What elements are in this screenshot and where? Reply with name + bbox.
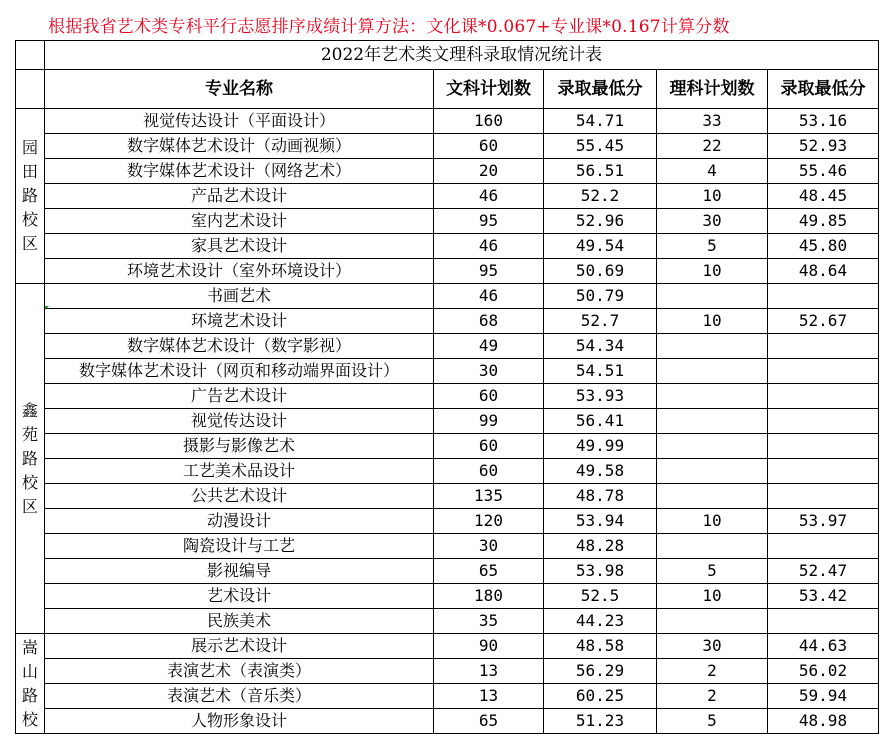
science-min-score-cell: 56.02 [768, 659, 879, 684]
major-name-cell: 人物形象设计 [45, 709, 434, 734]
table-row [16, 159, 879, 184]
arts-min-score-cell: 54.51 [544, 359, 657, 384]
header-arts-plan: 文科计划数 [434, 70, 544, 109]
arts-plan-count-cell: 68 [434, 309, 544, 334]
science-plan-count-cell: 2 [657, 659, 768, 684]
arts-min-score-cell: 56.51 [544, 159, 657, 184]
science-min-score-cell: 49.85 [768, 209, 879, 234]
campus-label-char: 路 [21, 448, 38, 468]
science-plan-count-cell [657, 334, 768, 359]
arts-plan-count-cell: 46 [434, 234, 544, 259]
admission-table [15, 40, 879, 734]
science-min-score-cell [768, 384, 879, 409]
major-name-cell: 视觉传达设计 [45, 409, 434, 434]
major-name-cell: 家具艺术设计 [45, 234, 434, 259]
science-min-score-cell: 52.93 [768, 134, 879, 159]
table-row [16, 309, 879, 334]
arts-min-score-cell: 49.54 [544, 234, 657, 259]
header-row [16, 70, 879, 109]
table-row [16, 634, 879, 659]
science-plan-count-cell: 30 [657, 209, 768, 234]
table-row [16, 134, 879, 159]
major-name-cell: 环境艺术设计（室外环境设计） [45, 259, 434, 284]
science-plan-count-cell [657, 484, 768, 509]
arts-min-score-cell: 49.99 [544, 434, 657, 459]
science-min-score-cell: 52.47 [768, 559, 879, 584]
table-row [16, 659, 879, 684]
science-plan-count-cell: 10 [657, 584, 768, 609]
major-name-cell: 产品艺术设计 [45, 184, 434, 209]
arts-plan-count-cell: 13 [434, 684, 544, 709]
header-science-min-score: 录取最低分 [768, 70, 879, 109]
arts-min-score-cell: 60.25 [544, 684, 657, 709]
science-min-score-cell: 53.42 [768, 584, 879, 609]
major-name-cell: 动漫设计 [45, 509, 434, 534]
table-row [16, 484, 879, 509]
arts-plan-count-cell: 60 [434, 134, 544, 159]
major-name-cell: 民族美术 [45, 609, 434, 634]
table-row [16, 509, 879, 534]
major-name-cell: 视觉传达设计（平面设计） [45, 109, 434, 134]
arts-plan-count-cell: 46 [434, 284, 544, 309]
scoring-note-text: 根据我省艺术类专科平行志愿排序成绩计算方法：文化课*0.067+专业课*0.167计算分数 [48, 17, 730, 37]
major-name-cell: 陶瓷设计与工艺 [45, 534, 434, 559]
table-body [16, 41, 879, 734]
science-min-score-cell: 59.94 [768, 684, 879, 709]
science-min-score-cell: 53.97 [768, 509, 879, 534]
arts-min-score-cell: 48.78 [544, 484, 657, 509]
arts-min-score-cell: 52.7 [544, 309, 657, 334]
table-row [16, 584, 879, 609]
science-plan-count-cell [657, 359, 768, 384]
arts-plan-count-cell: 135 [434, 484, 544, 509]
table-row [16, 184, 879, 209]
arts-min-score-cell: 54.34 [544, 334, 657, 359]
table-row [16, 234, 879, 259]
table-row [16, 109, 879, 134]
header-science-plan: 理科计划数 [657, 70, 768, 109]
campus-label [16, 284, 45, 634]
arts-plan-count-cell: 120 [434, 509, 544, 534]
science-plan-count-cell: 22 [657, 134, 768, 159]
science-plan-count-cell [657, 609, 768, 634]
table-row [16, 559, 879, 584]
campus-label-char: 校 [21, 709, 38, 729]
science-plan-count-cell: 5 [657, 559, 768, 584]
major-name-cell: 广告艺术设计 [45, 384, 434, 409]
arts-min-score-cell: 50.79 [544, 284, 657, 309]
table-row [16, 709, 879, 734]
science-min-score-cell [768, 459, 879, 484]
arts-plan-count-cell: 46 [434, 184, 544, 209]
science-plan-count-cell: 5 [657, 709, 768, 734]
arts-plan-count-cell: 160 [434, 109, 544, 134]
arts-min-score-cell: 53.93 [544, 384, 657, 409]
campus-label-char: 路 [21, 685, 38, 705]
table-row [16, 534, 879, 559]
arts-min-score-cell: 53.98 [544, 559, 657, 584]
table-row [16, 384, 879, 409]
header-major: 专业名称 [45, 70, 434, 109]
arts-plan-count-cell: 99 [434, 409, 544, 434]
science-plan-count-cell: 10 [657, 184, 768, 209]
arts-plan-count-cell: 20 [434, 159, 544, 184]
science-min-score-cell [768, 284, 879, 309]
science-plan-count-cell: 10 [657, 259, 768, 284]
arts-min-score-cell: 52.2 [544, 184, 657, 209]
science-min-score-cell [768, 534, 879, 559]
arts-min-score-cell: 56.41 [544, 409, 657, 434]
campus-label-char: 山 [21, 661, 38, 681]
arts-plan-count-cell: 13 [434, 659, 544, 684]
table-row [16, 209, 879, 234]
table-row [16, 459, 879, 484]
campus-label-char: 园 [21, 138, 38, 157]
arts-min-score-cell: 48.58 [544, 634, 657, 659]
arts-min-score-cell: 55.45 [544, 134, 657, 159]
table-row [16, 684, 879, 709]
major-name-cell: 数字媒体艺术设计（数字影视） [45, 334, 434, 359]
science-min-score-cell [768, 609, 879, 634]
table-row [16, 609, 879, 634]
science-min-score-cell: 48.45 [768, 184, 879, 209]
science-plan-count-cell [657, 534, 768, 559]
science-min-score-cell [768, 434, 879, 459]
major-name-cell: 摄影与影像艺术 [45, 434, 434, 459]
science-plan-count-cell [657, 434, 768, 459]
science-plan-count-cell: 10 [657, 309, 768, 334]
science-min-score-cell: 52.67 [768, 309, 879, 334]
campus-label-char: 校 [21, 472, 38, 492]
science-plan-count-cell [657, 384, 768, 409]
major-name-cell: 数字媒体艺术设计（动画视频） [45, 134, 434, 159]
campus-label-char: 路 [21, 186, 38, 205]
science-plan-count-cell [657, 409, 768, 434]
table-row [16, 359, 879, 384]
arts-plan-count-cell: 60 [434, 384, 544, 409]
arts-min-score-cell: 56.29 [544, 659, 657, 684]
table-row [16, 259, 879, 284]
major-name-cell: 数字媒体艺术设计（网页和移动端界面设计） [45, 359, 434, 384]
science-min-score-cell: 48.98 [768, 709, 879, 734]
science-plan-count-cell: 10 [657, 509, 768, 534]
table-title-row [16, 41, 879, 70]
arts-plan-count-cell: 65 [434, 709, 544, 734]
arts-plan-count-cell: 65 [434, 559, 544, 584]
arts-min-score-cell: 54.71 [544, 109, 657, 134]
campus-label-char: 鑫 [21, 400, 38, 420]
campus-label-char: 区 [21, 234, 38, 253]
arts-min-score-cell: 44.23 [544, 609, 657, 634]
major-name-cell: 表演艺术（表演类） [45, 659, 434, 684]
table-row [16, 434, 879, 459]
campus-label [16, 634, 45, 734]
major-name-cell: 艺术设计 [45, 584, 434, 609]
major-name-cell: 公共艺术设计 [45, 484, 434, 509]
campus-label [16, 109, 45, 284]
science-plan-count-cell: 2 [657, 684, 768, 709]
science-min-score-cell: 45.80 [768, 234, 879, 259]
science-min-score-cell [768, 334, 879, 359]
arts-plan-count-cell: 180 [434, 584, 544, 609]
major-name-cell: 数字媒体艺术设计（网络艺术） [45, 159, 434, 184]
arts-min-score-cell: 48.28 [544, 534, 657, 559]
major-name-cell: 环境艺术设计 [45, 309, 434, 334]
arts-min-score-cell: 52.96 [544, 209, 657, 234]
major-name-cell: 工艺美术品设计 [45, 459, 434, 484]
arts-min-score-cell: 51.23 [544, 709, 657, 734]
science-min-score-cell: 55.46 [768, 159, 879, 184]
science-plan-count-cell: 4 [657, 159, 768, 184]
arts-plan-count-cell: 30 [434, 359, 544, 384]
arts-min-score-cell: 50.69 [544, 259, 657, 284]
science-min-score-cell [768, 484, 879, 509]
arts-plan-count-cell: 95 [434, 209, 544, 234]
arts-plan-count-cell: 90 [434, 634, 544, 659]
arts-min-score-cell: 53.94 [544, 509, 657, 534]
table-row [16, 284, 879, 309]
science-plan-count-cell [657, 459, 768, 484]
arts-plan-count-cell: 35 [434, 609, 544, 634]
campus-label-char: 田 [21, 162, 38, 181]
cell-comment-marker [45, 306, 49, 310]
table-row [16, 334, 879, 359]
major-name-cell: 表演艺术（音乐类） [45, 684, 434, 709]
arts-min-score-cell: 49.58 [544, 459, 657, 484]
arts-plan-count-cell: 30 [434, 534, 544, 559]
arts-min-score-cell: 52.5 [544, 584, 657, 609]
arts-plan-count-cell: 95 [434, 259, 544, 284]
arts-plan-count-cell: 60 [434, 434, 544, 459]
header-spacer-cell [16, 70, 45, 109]
header-arts-min-score: 录取最低分 [544, 70, 657, 109]
science-min-score-cell: 44.63 [768, 634, 879, 659]
table-row [16, 409, 879, 434]
science-min-score-cell [768, 359, 879, 384]
arts-plan-count-cell: 60 [434, 459, 544, 484]
science-plan-count-cell [657, 284, 768, 309]
science-plan-count-cell: 30 [657, 634, 768, 659]
major-name-cell: 室内艺术设计 [45, 209, 434, 234]
campus-label-char: 校 [21, 210, 38, 229]
science-min-score-cell [768, 409, 879, 434]
science-min-score-cell: 53.16 [768, 109, 879, 134]
science-plan-count-cell: 33 [657, 109, 768, 134]
major-name-cell: 展示艺术设计 [45, 634, 434, 659]
science-min-score-cell: 48.64 [768, 259, 879, 284]
table-title: 2022年艺术类文理科录取情况统计表 [45, 41, 879, 70]
title-spacer-cell [16, 41, 45, 70]
scoring-note [0, 0, 895, 40]
campus-label-char: 区 [21, 496, 38, 516]
campus-label-char: 苑 [21, 424, 38, 444]
arts-plan-count-cell: 49 [434, 334, 544, 359]
major-name-cell: 书画艺术 [45, 284, 434, 309]
major-name-cell: 影视编导 [45, 559, 434, 584]
science-plan-count-cell: 5 [657, 234, 768, 259]
campus-label-char: 嵩 [21, 637, 38, 657]
